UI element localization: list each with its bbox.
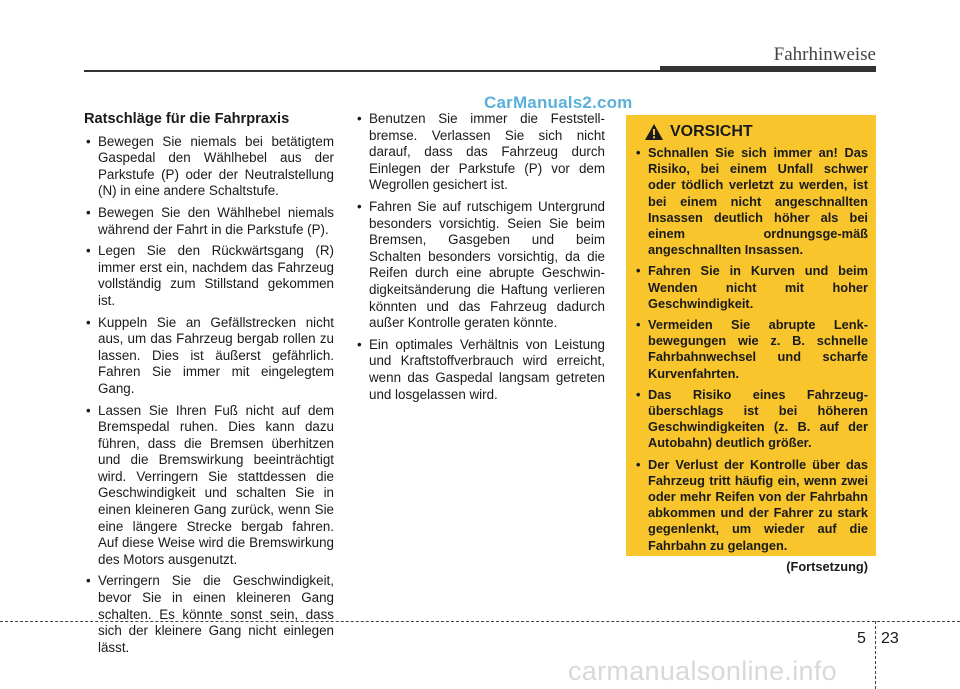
tips-list-continued [355,111,605,403]
list-item: • Fahren Sie auf rutschigem Untergrund besonders vorsichtig. Seien Sie beim Bremsen, Gasgeben und beim Schalten besonders vorsichtig, da die Reifen durch eine abrupte Geschwin-digkeitsänderung die Haftung verlieren könnten und das Fahrzeug dadurch außer Kontrolle geraten könnte. [355,199,605,332]
page-number: 23 [881,630,899,647]
footer-rule [0,621,960,622]
list-item: • Ein optimales Verhältnis von Leistung und Kraftstoffverbrauch wird erreicht, wenn das Gaspedal langsam getreten und losgelassen wird. [355,337,605,403]
left-column [84,111,334,661]
chapter-number: 5 [857,630,866,647]
header-rule [84,70,660,72]
list-item: • Benutzen Sie immer die Feststell-bremse. Verlassen Sie sich nicht darauf, dass das Fahrzeug durch Einlegen der Parkstufe (P) vor dem Wegrollen gesichert ist. [355,111,605,194]
list-item: • Lassen Sie Ihren Fuß nicht auf dem Bremspedal ruhen. Dies kann dazu führen, dass die Bremsen überhitzen und die Bremswirkung beeinträchtigt wird. Verringern Sie stattdessen die Geschwindigkeit und schalten Sie in einen kleineren Gang zurück, wenn Sie eine längere Strecke bergab fahren. Auf diese Weise wird die Bremswirkung des Motors ausgenutzt. [84,403,334,569]
middle-column [355,111,605,408]
header-rule-accent [660,66,876,72]
section-title: Ratschläge für die Fahrpraxis [84,111,290,127]
watermark-bottom[interactable]: carmanualsonline.info [568,656,837,686]
caution-title: VORSICHT [670,123,753,140]
caution-item: • Das Risiko eines Fahrzeug-überschlags ist bei höheren Geschwindigkeiten (z. B. auf der Autobahn) deutlich größer. [634,387,868,452]
page-number-divider [875,621,876,689]
caution-item: • Vermeiden Sie abrupte Lenk-bewegungen wie z. B. schnelle Fahrbahnwechsel und scharfe Kurvenfahrten. [634,317,868,382]
list-item: • Bewegen Sie den Wählhebel niemals während der Fahrt in die Parkstufe (P). [84,205,334,238]
list-item: • Bewegen Sie niemals bei betätigtem Gaspedal den Wählhebel aus der Parkstufe (P) oder der Neutralstellung (N) in eine andere Schaltstufe. [84,134,334,200]
list-item: • Kuppeln Sie an Gefällstrecken nicht aus, um das Fahrzeug bergab rollen zu lassen. Dies ist äußerst gefährlich. Fahren Sie immer mit eingelegtem Gang. [84,315,334,398]
watermark-top[interactable]: CarManuals2.com [484,93,633,112]
caution-item: • Fahren Sie in Kurven und beim Wenden nicht mit hoher Geschwindigkeit. [634,263,868,312]
page-header-title: Fahrhinweise [773,44,876,65]
caution-header [644,123,868,141]
caution-box [626,115,876,574]
continuation-note: (Fortsetzung) [786,558,868,574]
caution-list [634,145,868,554]
list-item: • Legen Sie den Rückwärtsgang (R) immer erst ein, nachdem das Fahrzeug vollständig zum Stillstand gekommen ist. [84,243,334,309]
tips-list [84,134,334,657]
warning-triangle-icon [644,123,664,141]
caution-item: • Schnallen Sie sich immer an! Das Risiko, bei einem Unfall schwer oder tödlich verletzt zu werden, ist bei einem nicht angeschnallten Insassen deutlich höher als bei einem ordnungsge-mäß angeschnallten Insassen. [634,145,868,258]
list-item: • Verringern Sie die Geschwindigkeit, bevor Sie in einen kleineren Gang schalten. Es könnte sonst sein, dass sich der kleinere Gang nicht einlegen lässt. [84,573,334,656]
caution-item: • Der Verlust der Kontrolle über das Fahrzeug tritt häufig ein, wenn zwei oder mehr Reifen von der Fahrbahn abkommen und der Fahrer zu stark gegenlenkt, um wieder auf die Fahrbahn zu gelangen. [634,457,868,554]
